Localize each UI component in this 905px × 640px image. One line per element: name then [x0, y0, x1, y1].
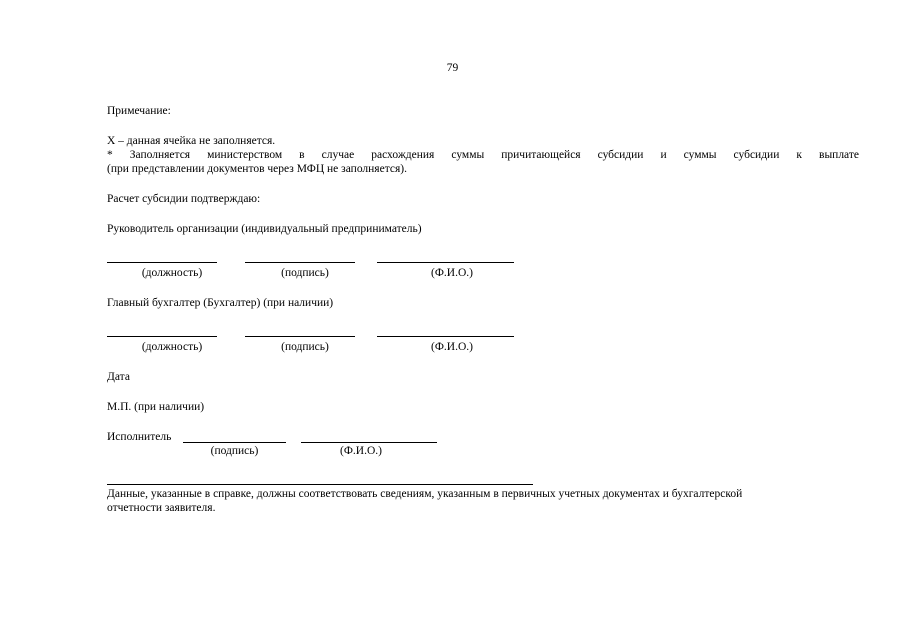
fio-caption: (Ф.И.О.) [431, 341, 473, 353]
executor-label: Исполнитель [107, 431, 172, 443]
note-heading: Примечание: [107, 105, 171, 117]
signature-line [245, 336, 355, 337]
position-line [107, 336, 217, 337]
fio-caption: (Ф.И.О.) [431, 267, 473, 279]
executor-signature-line [183, 442, 286, 443]
footnote-line1: Данные, указанные в справке, должны соответствовать сведениям, указанным в первичных учетных документах и бухгалтерской [107, 488, 743, 500]
signature-line [245, 262, 355, 263]
executor-fio-caption: (Ф.И.О.) [340, 445, 382, 457]
note-star-line1: * Заполняется министерством в случае расхождения суммы причитающейся субсидии и суммы субсидии к выплате [107, 149, 859, 161]
note-star-line2: (при представлении документов через МФЦ не заполняется). [107, 163, 407, 175]
page-number: 79 [446, 62, 459, 74]
executor-fio-line [301, 442, 437, 443]
head-title: Руководитель организации (индивидуальный предприниматель) [107, 223, 422, 235]
signature-caption: (подпись) [281, 341, 329, 353]
chief-accountant-title: Главный бухгалтер (Бухгалтер) (при наличии) [107, 297, 334, 309]
note-x: Х – данная ячейка не заполняется. [107, 135, 276, 147]
date-label: Дата [107, 371, 130, 383]
fio-line [377, 262, 514, 263]
footnote-divider [107, 484, 533, 485]
fio-line [377, 336, 514, 337]
signature-caption: (подпись) [281, 267, 329, 279]
confirm-text: Расчет субсидии подтверждаю: [107, 193, 261, 205]
executor-signature-caption: (подпись) [210, 445, 259, 457]
footnote-line2: отчетности заявителя. [107, 502, 216, 514]
position-caption: (должность) [141, 267, 203, 279]
stamp-label: М.П. (при наличии) [107, 401, 205, 413]
position-caption: (должность) [141, 341, 203, 353]
position-line [107, 262, 217, 263]
